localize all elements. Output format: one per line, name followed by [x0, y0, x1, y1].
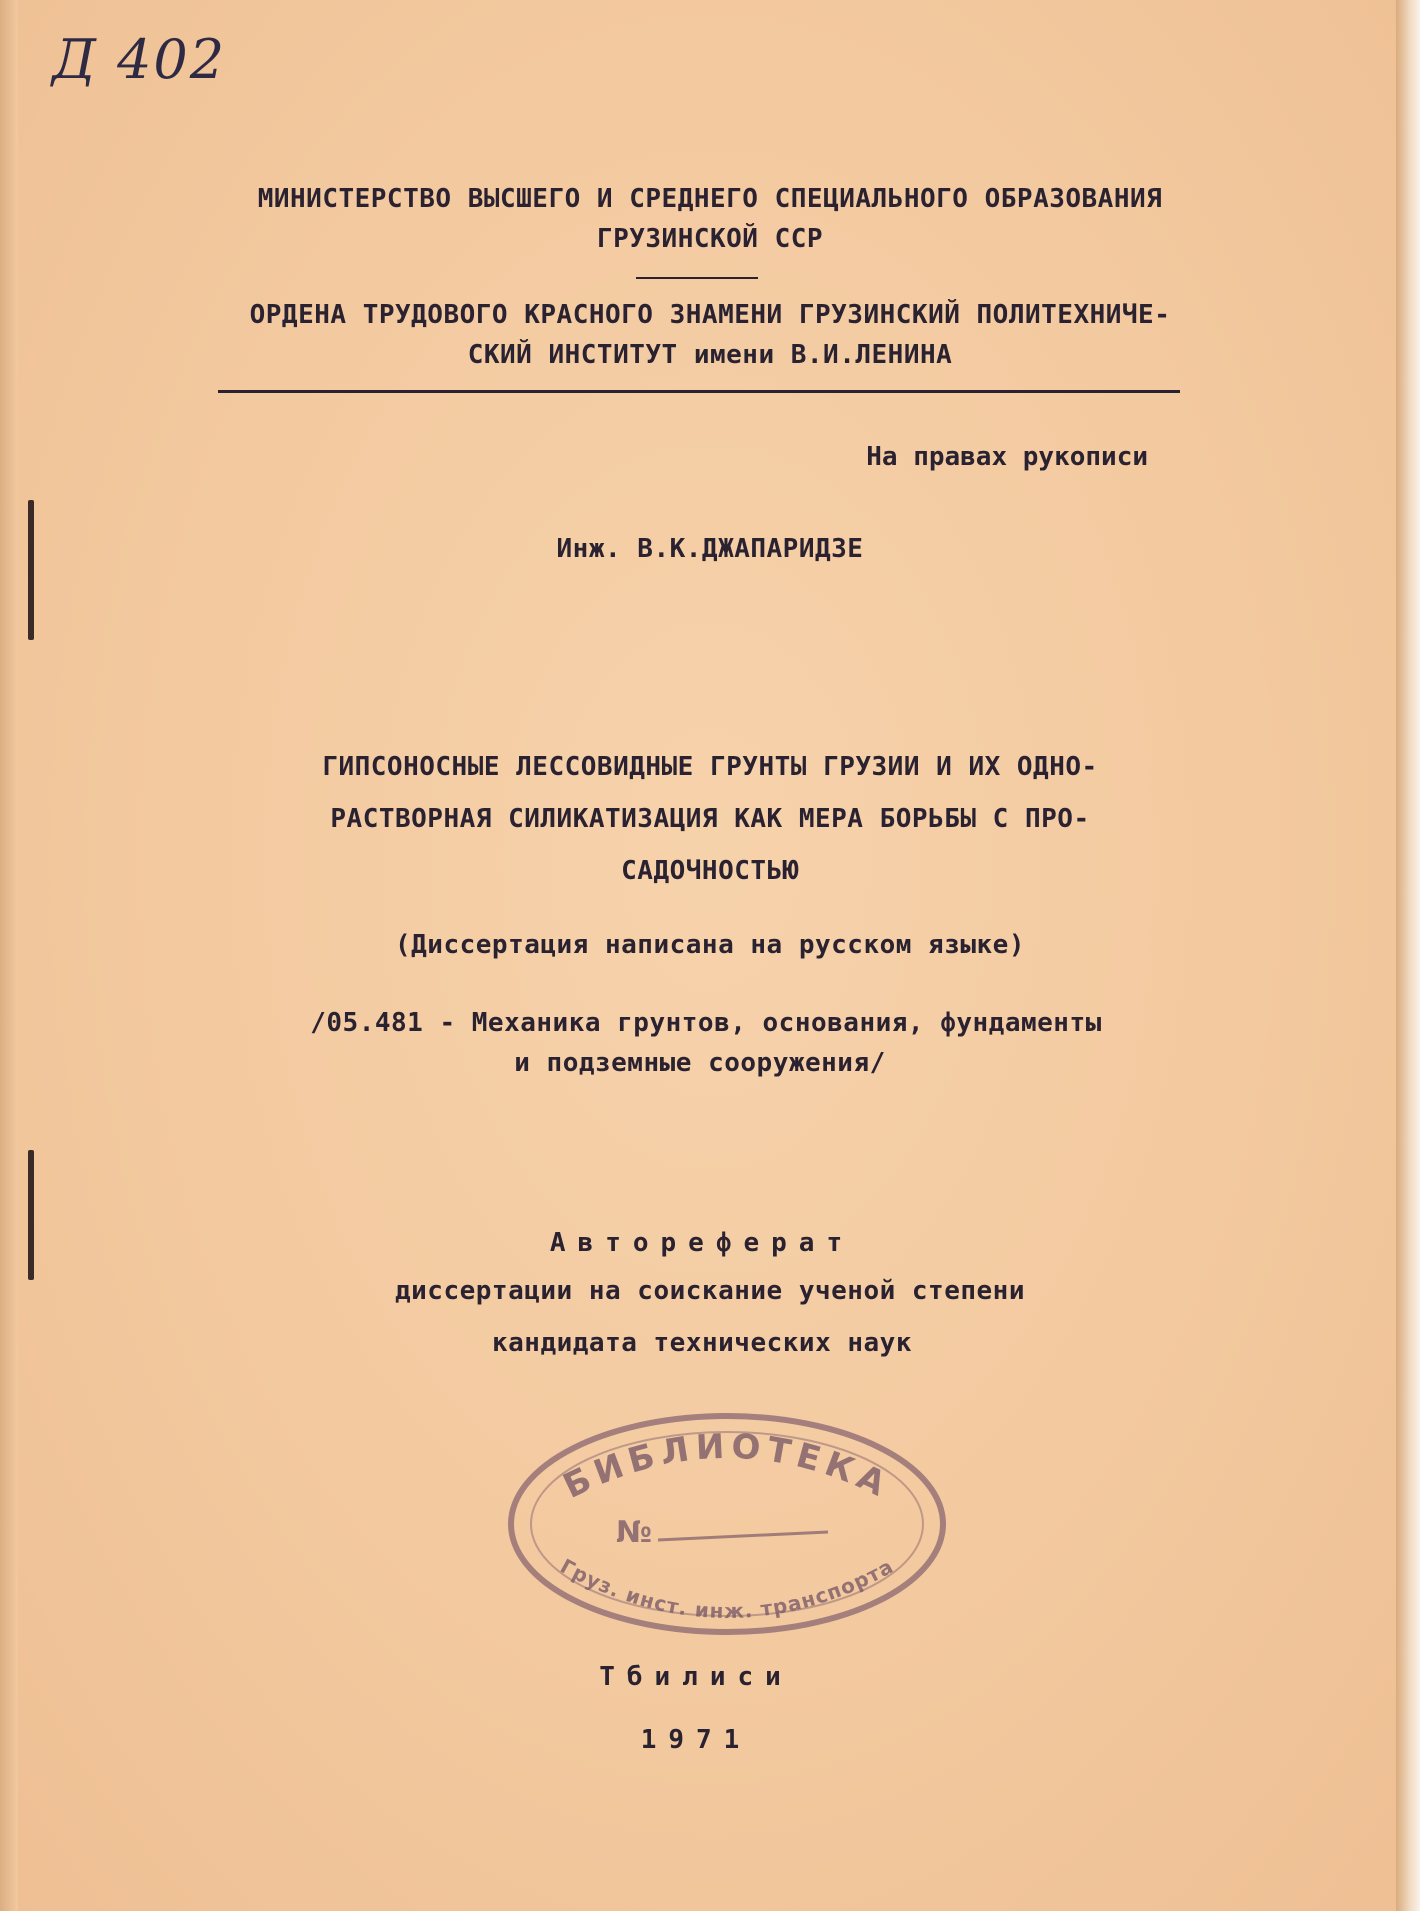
- ministry-line-1: МИНИСТЕРСТВО ВЫСШЕГО И СРЕДНЕГО СПЕЦИАЛЬНОГО ОБРАЗОВАНИЯ: [257, 184, 1163, 214]
- stamp-top-text: БИБЛИОТЕКА: [557, 1426, 897, 1507]
- author-name: Инж. В.К.ДЖАПАРИДЗЕ: [556, 534, 864, 564]
- city: Тбилиси: [599, 1662, 793, 1692]
- title-line-3: САДОЧНОСТЬЮ: [621, 856, 799, 886]
- stamp-number-line: [658, 1532, 828, 1540]
- handwritten-catalog-number: Д 402: [52, 28, 227, 91]
- title-line-2: РАСТВОРНАЯ СИЛИКАТИЗАЦИЯ КАК МЕРА БОРЬБЫ С ПРО-: [330, 804, 1090, 834]
- rights-note: На правах рукописи: [866, 442, 1148, 472]
- abstract-line-3: кандидата технических наук: [492, 1328, 912, 1358]
- title-line-1: ГИПСОНОСНЫЕ ЛЕССОВИДНЫЕ ГРУНТЫ ГРУЗИИ И ИХ ОДНО-: [322, 752, 1098, 782]
- library-stamp: [498, 1408, 956, 1640]
- staple-mark: [28, 500, 34, 640]
- language-note: (Диссертация написана на русском языке): [395, 930, 1025, 960]
- stamp-number-label: №: [616, 1515, 653, 1550]
- long-divider: [218, 390, 1180, 393]
- abstract-line-2: диссертации на соискание ученой степени: [395, 1276, 1025, 1306]
- ministry-line-2: ГРУЗИНСКОЙ ССР: [596, 224, 824, 254]
- year: 1971: [640, 1725, 752, 1755]
- specialty-line-2: и подземные сооружения/: [514, 1048, 886, 1078]
- short-divider: [636, 277, 758, 279]
- abstract-heading: Автореферат: [549, 1228, 855, 1258]
- specialty-line-1: /05.481 - Механика грунтов, основания, фундаменты: [310, 1008, 1102, 1038]
- svg-text:БИБЛИОТЕКА: [557, 1427, 897, 1507]
- institute-line-2: СКИЙ ИНСТИТУТ имени В.И.ЛЕНИНА: [467, 340, 953, 370]
- stamp-bottom-text: Груз. инст. инж. транспорта: [556, 1553, 898, 1624]
- institute-line-1: ОРДЕНА ТРУДОВОГО КРАСНОГО ЗНАМЕНИ ГРУЗИНСКИЙ ПОЛИТЕХНИЧЕ-: [249, 300, 1171, 330]
- staple-mark: [28, 1150, 34, 1280]
